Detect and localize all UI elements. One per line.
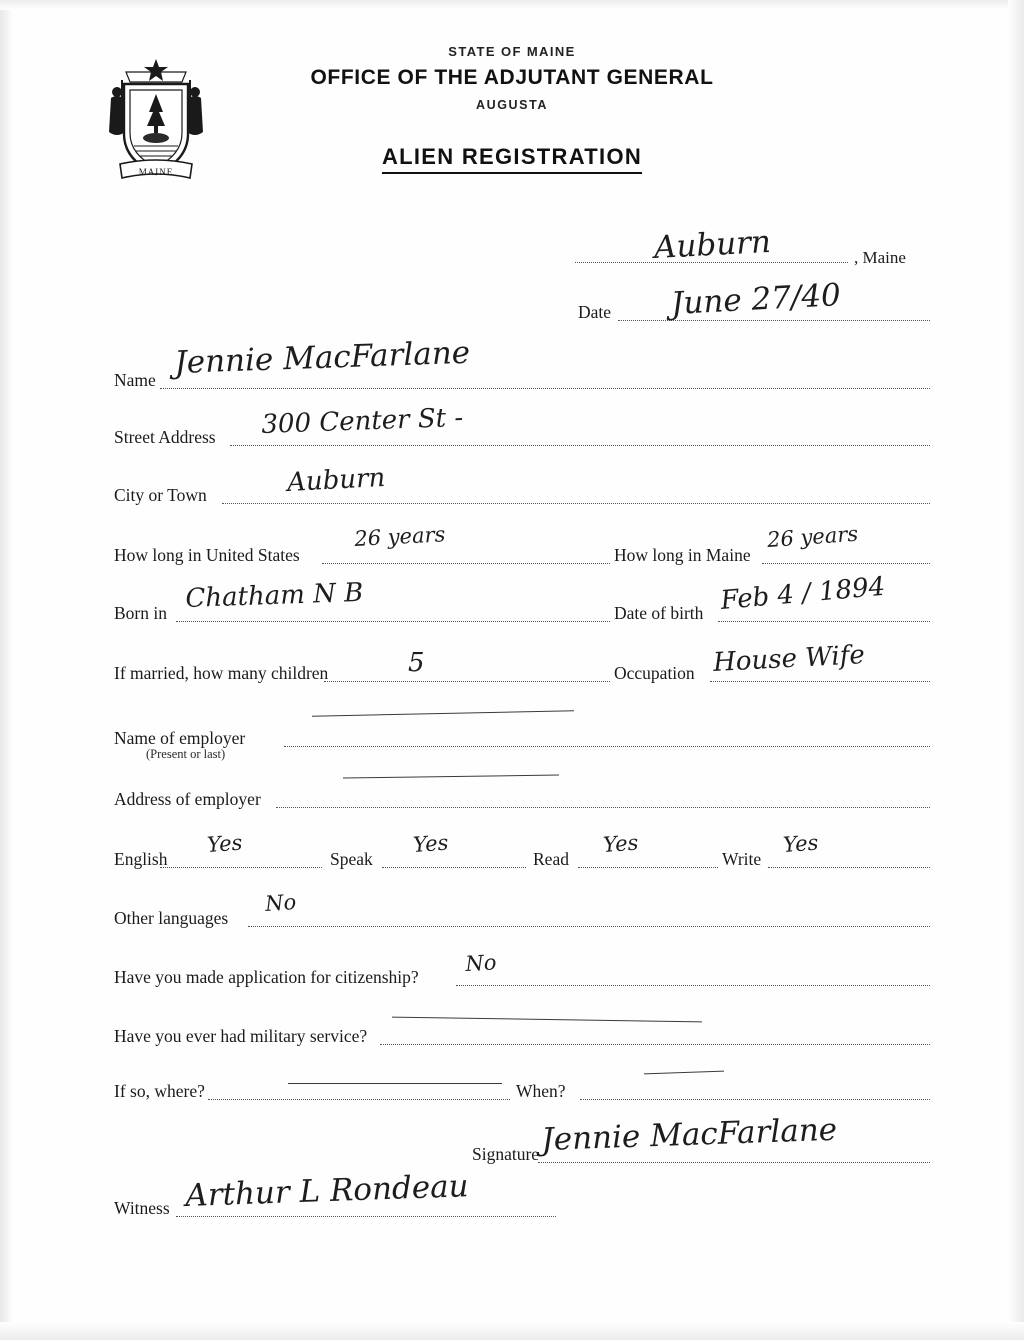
other-languages-value: No — [264, 889, 297, 916]
children-label: If married, how many children — [114, 663, 329, 683]
military-service-rule — [380, 1044, 930, 1045]
how-long-us-label: How long in United States — [114, 545, 300, 565]
english-value: Yes — [206, 830, 244, 857]
date-rule — [618, 320, 930, 321]
witness-rule — [176, 1216, 556, 1217]
children-rule — [324, 681, 610, 682]
signature-value: Jennie MacFarlane — [540, 1111, 838, 1158]
military-when-label: When? — [516, 1081, 566, 1101]
place-suffix: , Maine — [854, 248, 906, 267]
city-or-town-rule — [222, 503, 930, 504]
name-value: Jennie MacFarlane — [173, 334, 471, 381]
employer-name-strike — [312, 710, 574, 716]
date-value: June 27/40 — [670, 277, 842, 322]
date-label: Date — [578, 302, 612, 322]
speak-label: Speak — [330, 849, 373, 869]
citizenship-rule — [456, 985, 930, 986]
date-of-birth-value: Feb 4 / 1894 — [719, 571, 887, 616]
city-or-town-label: City or Town — [114, 485, 207, 505]
military-where-rule — [208, 1099, 510, 1100]
street-address-rule — [230, 445, 930, 446]
employer-address-rule — [276, 807, 930, 808]
write-label: Write — [722, 849, 762, 869]
write-value: Yes — [782, 830, 820, 857]
military-where-strike — [288, 1083, 502, 1084]
employer-name-label: Name of employer — [114, 728, 246, 748]
other-languages-rule — [248, 926, 930, 927]
street-address-value: 300 Center St - — [260, 402, 464, 440]
signature-label: Signature — [472, 1144, 540, 1164]
read-value: Yes — [602, 830, 640, 857]
date-of-birth-label: Date of birth — [614, 603, 704, 623]
english-label: English — [114, 849, 168, 869]
occupation-label: Occupation — [614, 663, 695, 683]
read-label: Read — [533, 849, 569, 869]
english-rule — [160, 867, 322, 868]
how-long-us-rule — [322, 563, 610, 564]
name-label: Name — [114, 370, 156, 390]
how-long-maine-value: 26 years — [766, 521, 859, 552]
page-title: ALIEN REGISTRATION — [382, 144, 642, 174]
employer-address-label: Address of employer — [114, 789, 261, 809]
citizenship-value: No — [464, 950, 497, 976]
military-service-strike — [392, 1017, 702, 1023]
born-in-rule — [176, 621, 610, 622]
header-office: OFFICE OF THE ADJUTANT GENERAL — [310, 66, 714, 89]
how-long-maine-label: How long in Maine — [614, 545, 751, 565]
speak-value: Yes — [412, 830, 450, 857]
place-value: Auburn — [653, 223, 772, 266]
employer-name-rule — [284, 746, 930, 747]
write-rule — [768, 867, 930, 868]
street-address-label: Street Address — [114, 427, 216, 447]
military-when-strike — [644, 1071, 724, 1075]
how-long-us-value: 26 years — [353, 522, 446, 551]
military-service-label: Have you ever had military service? — [114, 1026, 368, 1046]
how-long-maine-rule — [762, 563, 930, 564]
military-when-rule — [580, 1099, 930, 1100]
occupation-rule — [710, 681, 930, 682]
name-rule — [160, 388, 930, 389]
city-or-town-value: Auburn — [286, 462, 386, 498]
header-state: STATE OF MAINE — [448, 44, 576, 59]
date-of-birth-rule — [718, 621, 930, 622]
military-where-label: If so, where? — [114, 1081, 205, 1101]
header-city: AUGUSTA — [475, 98, 549, 112]
read-rule — [578, 867, 718, 868]
born-in-value: Chatham N B — [184, 577, 364, 614]
speak-rule — [382, 867, 526, 868]
born-in-label: Born in — [114, 603, 167, 623]
other-languages-label: Other languages — [114, 908, 229, 928]
citizenship-label: Have you made application for citizenship? — [114, 967, 419, 987]
witness-label: Witness — [114, 1198, 170, 1218]
occupation-value: House Wife — [712, 640, 866, 678]
witness-value: Arthur L Rondeau — [184, 1168, 470, 1214]
svg-text:MAINE: MAINE — [138, 167, 174, 177]
employer-address-strike — [343, 774, 559, 778]
children-value: 5 — [408, 648, 425, 678]
employer-name-sublabel: (Present or last) — [146, 747, 226, 761]
signature-rule — [538, 1162, 930, 1163]
